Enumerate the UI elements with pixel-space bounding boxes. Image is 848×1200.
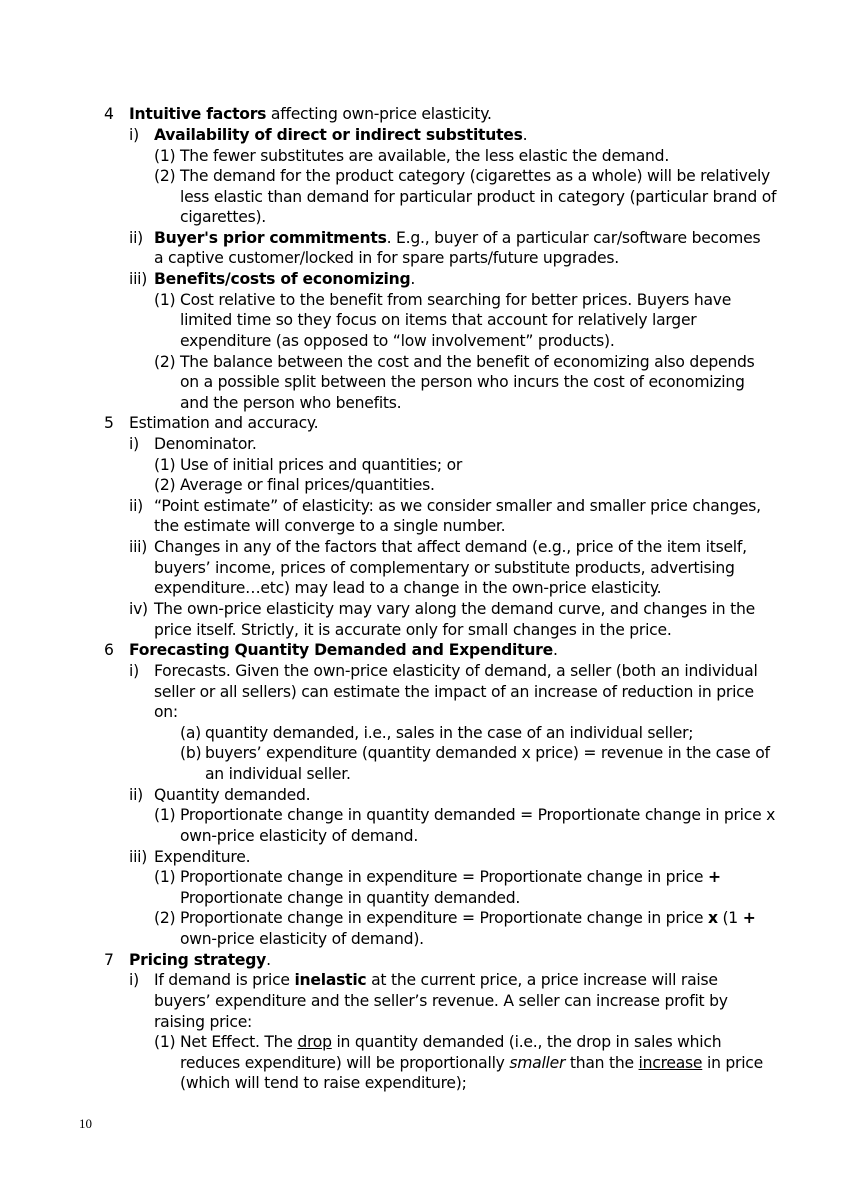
section-5-number: 5 bbox=[104, 414, 114, 432]
s5-i-number: i) bbox=[129, 435, 139, 453]
s7-i-p1-b-underline: increase bbox=[638, 1054, 703, 1072]
s7-i-p1-b-mid: than the bbox=[565, 1054, 639, 1072]
times-sign: x bbox=[707, 909, 718, 927]
s7-i-p1-line-a bbox=[180, 1032, 721, 1052]
s4-iii-p2-line-b: on a possible split between the person who incurs the cost of economizing bbox=[180, 373, 745, 391]
s7-i-p1-b-pre: reduces expenditure) will be proportionally bbox=[180, 1054, 510, 1072]
s4-iii-p1-number: (1) bbox=[154, 291, 176, 309]
s6-i-pb-line-a: buyers’ expenditure (quantity demanded x price) = revenue in the case of bbox=[205, 744, 770, 762]
s5-iv-line-a: The own-price elasticity may vary along the demand curve, and changes in the bbox=[154, 600, 755, 618]
s6-ii-text: Quantity demanded. bbox=[154, 786, 311, 804]
s6-i-pa-text: quantity demanded, i.e., sales in the case of an individual seller; bbox=[205, 724, 694, 742]
s5-ii-line-b: the estimate will converge to a single number. bbox=[154, 517, 506, 535]
s5-ii-line-a: “Point estimate” of elasticity: as we consider smaller and smaller price changes, bbox=[154, 497, 761, 515]
s7-i-p1-a-pre: Net Effect. The bbox=[180, 1033, 298, 1051]
s7-i-p1-b-italic: smaller bbox=[509, 1054, 566, 1072]
s4-iii-p1-line-a: Cost relative to the benefit from searching for better prices. Buyers have bbox=[180, 291, 732, 309]
section-5-title: Estimation and accuracy. bbox=[129, 414, 319, 432]
section-7-number: 7 bbox=[104, 951, 114, 969]
s4-iii-p2-number: (2) bbox=[154, 353, 176, 371]
s7-i-line-c: raising price: bbox=[154, 1013, 253, 1031]
s6-iii-p2-text-a: Proportionate change in expenditure = Proportionate change in price bbox=[180, 909, 708, 927]
s4-i-p2-line-b: less elastic than demand for particular product in category (particular brand of bbox=[180, 188, 777, 206]
s6-ii-p1-line-b: own-price elasticity of demand. bbox=[180, 827, 419, 845]
s6-iii-p1-number: (1) bbox=[154, 868, 176, 886]
section-6-tail: . bbox=[552, 641, 558, 659]
s5-iii-line-a: Changes in any of the factors that affect demand (e.g., price of the item itself, bbox=[154, 538, 747, 556]
s6-i-number: i) bbox=[129, 662, 139, 680]
s6-ii-number: ii) bbox=[129, 786, 143, 804]
s4-iii-p1-line-c: expenditure (as opposed to “low involvement” products). bbox=[180, 332, 615, 350]
page-number: 10 bbox=[79, 1116, 92, 1131]
s4-i-heading bbox=[154, 125, 527, 145]
s7-i-p1-line-c: (which will tend to raise expenditure); bbox=[180, 1074, 467, 1092]
s5-iii-line-b: buyers’ income, prices of complementary or substitute products, advertising bbox=[154, 559, 735, 577]
s6-iii-text: Expenditure. bbox=[154, 848, 251, 866]
s7-i-p1-b-post: in price bbox=[702, 1054, 763, 1072]
s4-i-p2-line-c: cigarettes). bbox=[180, 208, 267, 226]
s4-i-p2-number: (2) bbox=[154, 167, 176, 185]
s6-i-line-a: Forecasts. Given the own-price elasticity of demand, a seller (both an individual bbox=[154, 662, 758, 680]
s7-i-a-pre: If demand is price bbox=[154, 971, 295, 989]
s6-iii-p1-line-b: Proportionate change in quantity demanded. bbox=[180, 889, 521, 907]
plus-sign: + bbox=[707, 868, 721, 886]
s5-i-p1-number: (1) bbox=[154, 456, 176, 474]
s4-i-p2-line-a: The demand for the product category (cigarettes as a whole) will be relatively bbox=[180, 167, 771, 185]
s6-ii-p1-line-a: Proportionate change in quantity demanded = Proportionate change in price x bbox=[180, 806, 776, 824]
s5-iv-line-b: price itself. Strictly, it is accurate only for small changes in the price. bbox=[154, 621, 672, 639]
section-4-title: Intuitive factors bbox=[129, 105, 267, 123]
s4-iii-p2-line-c: and the person who benefits. bbox=[180, 394, 402, 412]
section-6-title: Forecasting Quantity Demanded and Expenditure bbox=[129, 641, 553, 659]
section-7-heading bbox=[129, 950, 271, 970]
s4-iii-number: iii) bbox=[129, 270, 148, 288]
s7-i-p1-line-b bbox=[180, 1053, 763, 1073]
plus-sign: + bbox=[742, 909, 756, 927]
section-4-heading bbox=[129, 104, 492, 124]
s6-iii-p1-text-a: Proportionate change in expenditure = Proportionate change in price bbox=[180, 868, 708, 886]
s5-i-p2-number: (2) bbox=[154, 476, 176, 494]
s4-ii-number: ii) bbox=[129, 229, 143, 247]
s7-i-number: i) bbox=[129, 971, 139, 989]
s6-iii-number: iii) bbox=[129, 848, 148, 866]
s4-i-p1-text: The fewer substitutes are available, the less elastic the demand. bbox=[180, 147, 670, 165]
s4-i-p1-number: (1) bbox=[154, 147, 176, 165]
section-4-title-rest: affecting own-price elasticity. bbox=[266, 105, 492, 123]
s6-iii-p2-line-b: own-price elasticity of demand). bbox=[180, 930, 424, 948]
s6-iii-p1-line-a bbox=[180, 867, 721, 887]
s7-i-a-bold: inelastic bbox=[294, 971, 367, 989]
s6-iii-p2-number: (2) bbox=[154, 909, 176, 927]
s4-iii-tail: . bbox=[410, 270, 416, 288]
s6-ii-p1-number: (1) bbox=[154, 806, 176, 824]
s5-iv-number: iv) bbox=[129, 600, 148, 618]
s4-iii-heading bbox=[154, 269, 415, 289]
section-4-number: 4 bbox=[104, 105, 114, 123]
s5-i-p1-text: Use of initial prices and quantities; or bbox=[180, 456, 463, 474]
s5-iii-number: iii) bbox=[129, 538, 148, 556]
s7-i-p1-number: (1) bbox=[154, 1033, 176, 1051]
s6-i-pb-number: (b) bbox=[180, 744, 202, 762]
s4-ii-heading bbox=[154, 228, 760, 248]
s4-iii-p2-line-a: The balance between the cost and the benefit of economizing also depends bbox=[180, 353, 755, 371]
s6-i-pa-number: (a) bbox=[180, 724, 201, 742]
s4-iii-title: Benefits/costs of economizing bbox=[154, 270, 411, 288]
s4-i-number: i) bbox=[129, 126, 139, 144]
s6-i-line-b: seller or all sellers) can estimate the impact of an increase of reduction in price bbox=[154, 683, 754, 701]
section-7-title: Pricing strategy bbox=[129, 951, 267, 969]
s7-i-p1-a-underline: drop bbox=[297, 1033, 332, 1051]
section-6-number: 6 bbox=[104, 641, 114, 659]
s4-ii-rest-a: . E.g., buyer of a particular car/software becomes bbox=[386, 229, 761, 247]
s5-iii-line-c: expenditure…etc) may lead to a change in the own-price elasticity. bbox=[154, 579, 662, 597]
s5-i-p2-text: Average or final prices/quantities. bbox=[180, 476, 435, 494]
section-7-tail: . bbox=[266, 951, 271, 969]
s5-ii-number: ii) bbox=[129, 497, 143, 515]
s6-iii-p2-text-mid: (1 bbox=[717, 909, 743, 927]
s4-i-title: Availability of direct or indirect substitutes bbox=[154, 126, 523, 144]
s4-ii-line-b: a captive customer/locked in for spare parts/future upgrades. bbox=[154, 249, 619, 267]
s4-ii-title: Buyer's prior commitments bbox=[154, 229, 387, 247]
s7-i-a-post: at the current price, a price increase will raise bbox=[366, 971, 718, 989]
section-6-heading bbox=[129, 640, 558, 660]
s5-i-text: Denominator. bbox=[154, 435, 257, 453]
s6-i-line-c: on: bbox=[154, 703, 178, 721]
s7-i-line-b: buyers’ expenditure and the seller’s revenue. A seller can increase profit by bbox=[154, 992, 728, 1010]
s4-i-tail: . bbox=[522, 126, 528, 144]
s7-i-p1-a-post: in quantity demanded (i.e., the drop in sales which bbox=[331, 1033, 722, 1051]
s7-i-line-a bbox=[154, 970, 718, 990]
s4-iii-p1-line-b: limited time so they focus on items that account for relatively larger bbox=[180, 311, 697, 329]
s6-iii-p2-line-a bbox=[180, 908, 756, 928]
s6-i-pb-line-b: an individual seller. bbox=[205, 765, 351, 783]
